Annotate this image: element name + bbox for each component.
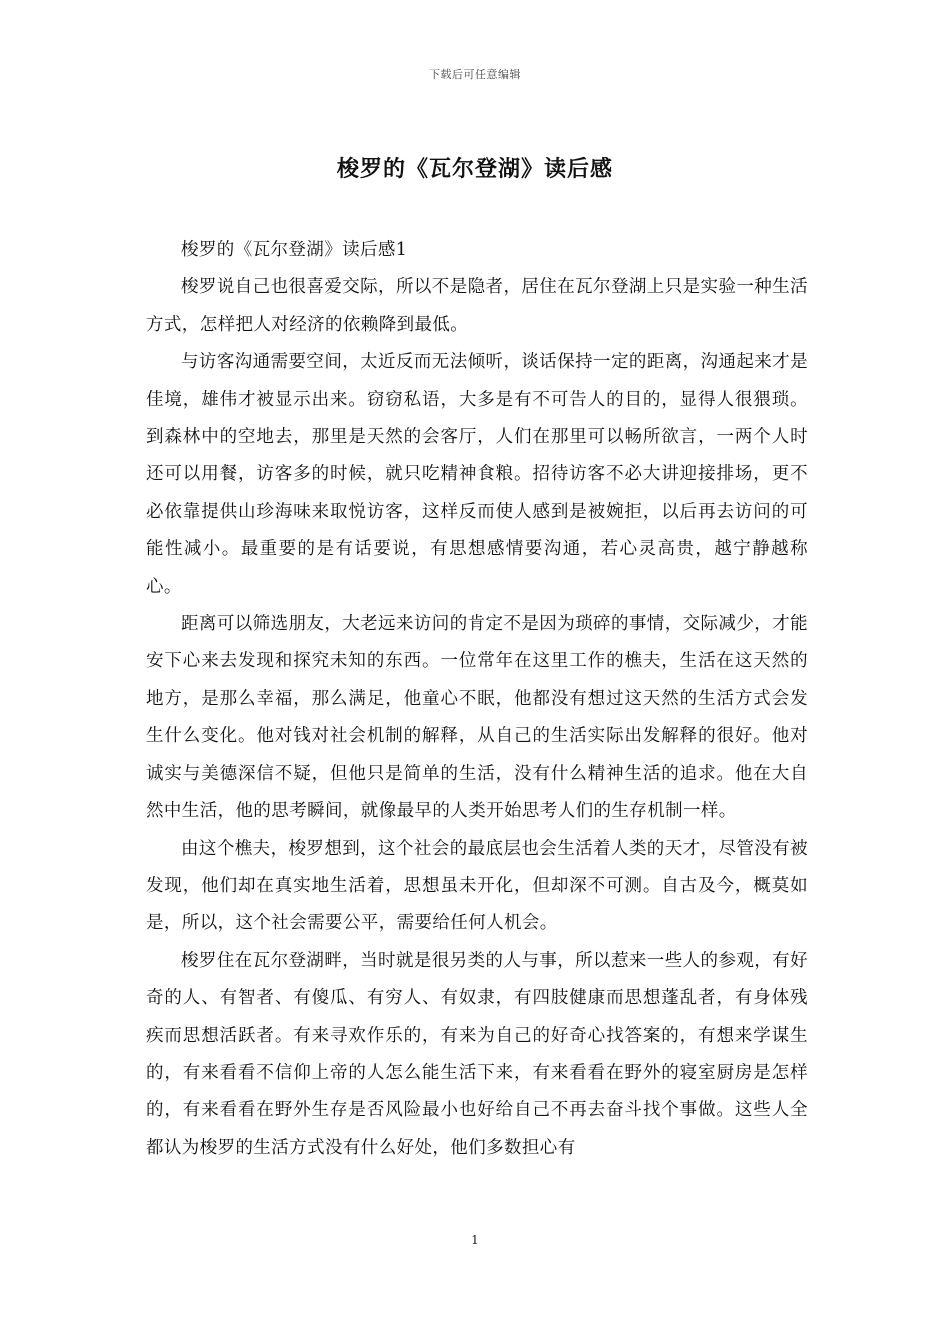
paragraph: 与访客沟通需要空间，太近反而无法倾听，谈话保持一定的距离，沟通起来才是佳境，雄伟才被显示出来。窃窃私语，大多是有不可告人的目的，显得人很猥琐。到森林中的空地去，那里是天然的会客厅，人们在那里可以畅所欲言，一两个人时还可以用餐，访客多的时候，就只吃精神食粮。招待访客不必大讲迎接排场，更不必依靠提供山珍海味来取悦访客，这样反而使人感到是被婉拒，以后再去访问的可能性减小。最重要的是有话要说，有思想感情要沟通，若心灵高贵，越宁静越称心。 bbox=[146, 352, 808, 597]
paragraph: 由这个樵夫，梭罗想到，这个社会的最底层也会生活着人类的天才，尽管没有被发现，他们却在真实地生活着，思想虽未开化，但却深不可测。自古及今，概莫如是，所以，这个社会需要公平，需要给任何人机会。 bbox=[146, 838, 808, 934]
paragraph: 梭罗住在瓦尔登湖畔，当时就是很另类的人与事，所以惹来一些人的参观，有好奇的人、有智者、有傻瓜、有穷人、有奴隶，有四肢健康而思想蓬乱者，有身体残疾而思想活跃者。有来寻欢作乐的，有来为自己的好奇心找答案的，有想来学谋生的，有来看看不信仰上帝的人怎么能生活下来，有来看看在野外的寝室厨房是怎样的，有来看看在野外生存是否风险最小也好给自己不再去奋斗找个事做。这些人全都认为梭罗的生活方式没有什么好处，他们多数担心有 bbox=[146, 950, 808, 1158]
paragraph: 距离可以筛选朋友，大老远来访问的肯定不是因为琐碎的事情，交际减少，才能安下心来去发现和探究未知的东西。一位常年在这里工作的樵夫，生活在这天然的地方，是那么幸福，那么满足，他童心不眠，他都没有想过这天然的生活方式会发生什么变化。他对钱对社会机制的解释，从自己的生活实际出发解释的很好。他对诚实与美德深信不疑，但他只是简单的生活，没有什么精神生活的追求。他在大自然中生活，他的思考瞬间，就像最早的人类开始思考人们的生存机制一样。 bbox=[146, 614, 808, 822]
header-note: 下载后可任意编辑 bbox=[429, 68, 521, 81]
paragraph: 梭罗说自己也很喜爱交际，所以不是隐者，居住在瓦尔登湖上只是实验一种生活方式，怎样把人对经济的依赖降到最低。 bbox=[146, 277, 808, 335]
document-body bbox=[146, 232, 808, 1167]
section-heading: 梭罗的《瓦尔登湖》读后感1 bbox=[181, 240, 408, 260]
document-title: 梭罗的《瓦尔登湖》读后感 bbox=[336, 156, 613, 182]
page-number: 1 bbox=[471, 1233, 479, 1247]
